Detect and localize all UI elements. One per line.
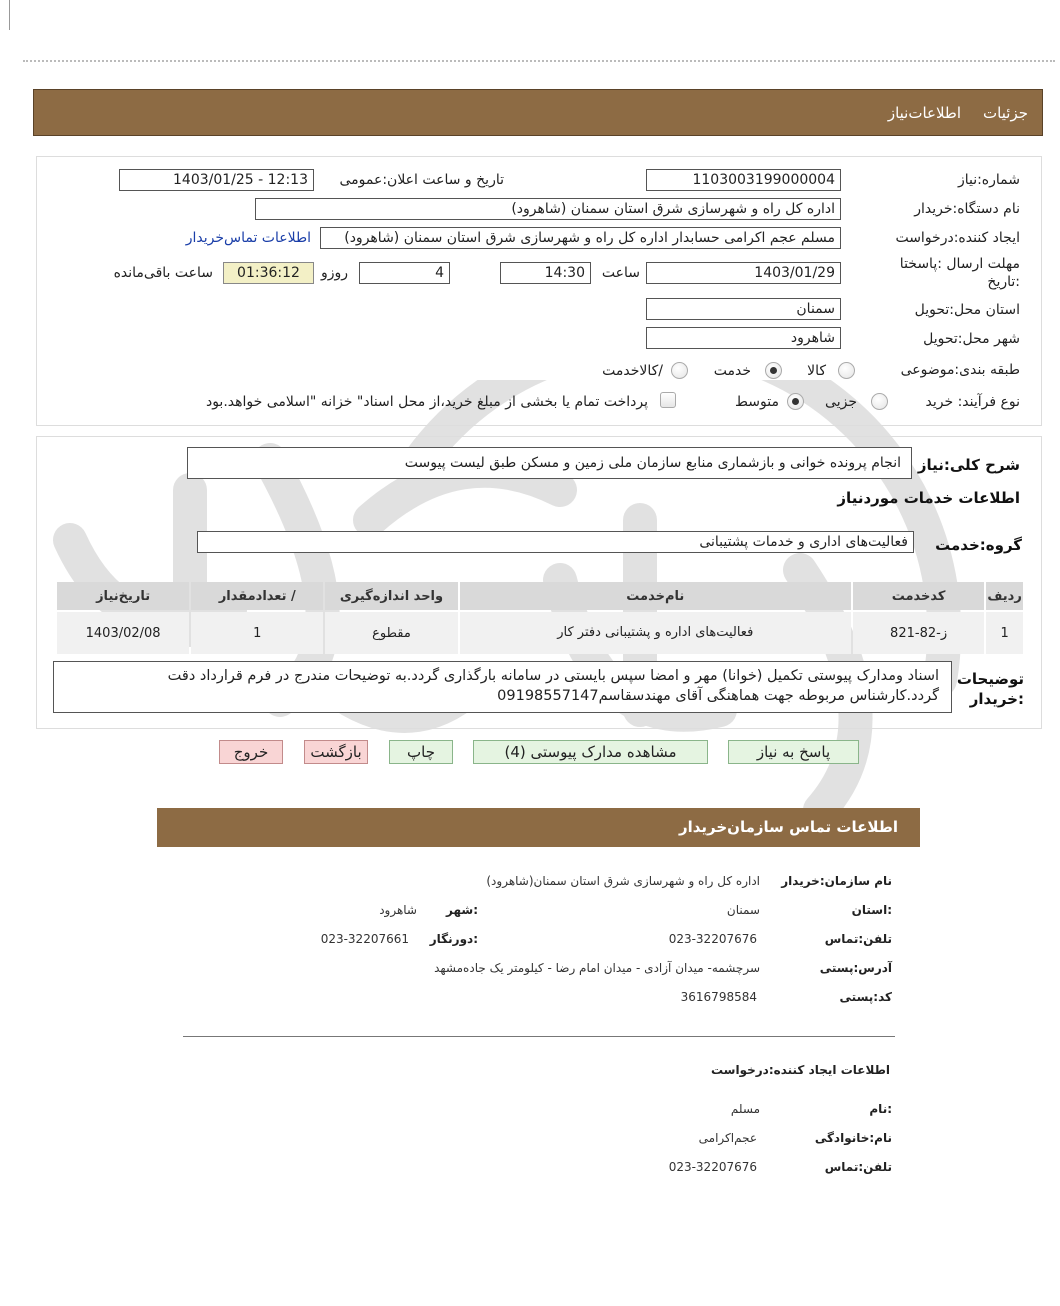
buyer-notes-label: توضیحات: [956, 670, 1024, 688]
cell-row: 1: [986, 612, 1023, 654]
remaining-time-field: 01:36:12: [223, 262, 314, 284]
creator-info-title: اطلاعات ایجاد کننده:درخواست: [710, 1063, 890, 1077]
buyer-contact-link[interactable]: اطلاعات تماس‌خریدار: [185, 230, 311, 246]
category-radio-goods[interactable]: [838, 362, 855, 379]
col-code-header: کدخدمت: [853, 582, 984, 610]
deadline-label-2: :تاریخ: [987, 274, 1020, 290]
contact-fax-label: :دورنگار: [429, 932, 478, 946]
announce-field: 1403/01/25 - 12:13: [119, 169, 314, 191]
category-radio-service[interactable]: [765, 362, 782, 379]
process-label: نوع فرآیند: خرید: [925, 394, 1020, 410]
deadline-time-field: 14:30: [500, 262, 591, 284]
table-row: [57, 612, 1023, 654]
category-label: طبقه بندی:موضوعی: [900, 362, 1020, 378]
cell-code: ز-82-821: [853, 612, 984, 654]
col-row-header: ردیف: [986, 582, 1023, 610]
treasury-payment-note: پرداخت تمام یا بخشی از مبلغ خرید،از محل اسناد" خزانه "اسلامی خواهد.بود: [205, 394, 648, 410]
province-field: سمنان: [646, 298, 841, 320]
services-title: اطلاعات خدمات موردنیاز: [837, 489, 1020, 507]
process-radio-minor[interactable]: [871, 393, 888, 410]
contact-postal-label: کد:پستی: [839, 990, 892, 1004]
contact-address-value: سرچشمه- میدان آزادی - میدان امام رضا - کیلومتر یک جاده‌مشهد: [434, 961, 760, 975]
col-date-header: تاریخ‌نیاز: [57, 582, 189, 610]
back-button[interactable]: بازگشت: [304, 740, 368, 764]
process-radio-medium[interactable]: [787, 393, 804, 410]
creator-phone-label: تلفن:تماس: [824, 1160, 892, 1174]
category-service-label: خدمت: [713, 363, 751, 379]
summary-label: شرح کلی:نیاز: [917, 456, 1020, 474]
need-info-panel: [36, 156, 1042, 426]
view-attachments-button[interactable]: مشاهده مدارک پیوستی (4): [473, 740, 708, 764]
cell-name: فعالیت‌های اداره و پشتیبانی دفتر کار: [460, 612, 851, 654]
col-unit-header: واحد اندازه‌گیری: [325, 582, 457, 610]
tab-details[interactable]: جزئیات: [983, 103, 1028, 122]
creator-label: ایجاد کننده:درخواست: [895, 230, 1020, 246]
contact-org-value: اداره کل راه و شهرسازی شرق استان سمنان(شاهرود): [486, 874, 760, 888]
buyer-field: اداره کل راه و شهرسازی شرق استان سمنان (شاهرود): [255, 198, 841, 220]
cell-date: 1403/02/08: [57, 612, 189, 654]
tab-need-info[interactable]: اطلاعات‌نیاز: [887, 103, 962, 122]
contact-fax-value: 023-32207661: [320, 932, 409, 946]
announce-label: تاریخ و ساعت اعلان:عمومی: [339, 172, 504, 188]
exit-button[interactable]: خروج: [219, 740, 283, 764]
contact-province-value: سمنان: [726, 903, 760, 917]
contact-phone-label: تلفن:تماس: [824, 932, 892, 946]
col-name-header: نام‌خدمت: [460, 582, 851, 610]
contact-org-label: نام سازمان:خریدار: [781, 874, 892, 888]
days-label: روزو: [320, 265, 348, 281]
days-field: 4: [359, 262, 450, 284]
top-tab-bar: [33, 89, 1043, 136]
process-medium-label: متوسط: [735, 394, 779, 410]
creator-phone-value: 023-32207676: [668, 1160, 757, 1174]
creator-field: مسلم عجم اکرامی حسابدار اداره کل راه و شهرسازی شرق استان سمنان (شاهرود): [320, 227, 841, 249]
creator-family-value: عجم‌اکرامی: [698, 1131, 757, 1145]
remaining-label: ساعت باقی‌مانده: [113, 265, 213, 281]
summary-field: انجام پرونده خوانی و بازشماری منابع سازمان ملی زمین و مسکن طبق لیست پیوست: [187, 447, 912, 479]
contact-address-label: آدرس:پستی: [819, 961, 892, 975]
buyer-label: نام دستگاه:خریدار: [914, 201, 1020, 217]
process-minor-label: جزیی: [825, 394, 857, 410]
buyer-notes-label-2: :خریدار: [969, 690, 1024, 708]
contact-postal-value: 3616798584: [680, 990, 757, 1004]
treasury-payment-checkbox[interactable]: [660, 392, 676, 408]
dotted-separator: [23, 60, 1055, 62]
contact-divider: [183, 1036, 895, 1037]
col-qty-header: / تعدادمقدار: [191, 582, 323, 610]
creator-name-label: :نام: [869, 1102, 892, 1116]
left-edge-line: [9, 0, 10, 30]
need-number-field: 1103003199000004: [646, 169, 841, 191]
services-table: [55, 580, 1025, 656]
deadline-label: مهلت ارسال :پاسختا: [899, 256, 1020, 272]
category-radio-goods-service[interactable]: [671, 362, 688, 379]
deadline-date-field: 1403/01/29: [646, 262, 841, 284]
service-group-field: فعالیت‌های اداری و خدمات پشتیبانی: [197, 531, 914, 553]
time-label: ساعت: [601, 265, 640, 281]
city-field: شاهرود: [646, 327, 841, 349]
print-button[interactable]: چاپ: [389, 740, 453, 764]
buyer-contact-title-bar: اطلاعات تماس سازمان‌خریدار: [157, 808, 920, 847]
contact-province-label: :استان: [851, 903, 892, 917]
buyer-notes-field: اسناد ومدارک پیوستی تکمیل (خوانا) مهر و امضا سپس بایستی در سامانه بارگذاری گردد.به توضیحات مندرج در فرم قرارداد دقت گردد.کارشناس مربوطه جهت هماهنگی آقای مهندسقاسم09198557147: [53, 661, 952, 713]
province-label: استان محل:تحویل: [914, 302, 1020, 318]
contact-city-value: شاهرود: [379, 903, 417, 917]
contact-city-label: :شهر: [446, 903, 478, 917]
need-number-label: شماره:نیاز: [957, 172, 1020, 188]
table-header-row: [57, 582, 1023, 610]
reply-button[interactable]: پاسخ به نیاز: [728, 740, 859, 764]
city-label: شهر محل:تحویل: [923, 331, 1020, 347]
category-goods-label: کالا: [807, 363, 826, 379]
contact-phone-value: 023-32207676: [668, 932, 757, 946]
cell-qty: 1: [191, 612, 323, 654]
service-group-label: گروه:خدمت: [935, 536, 1022, 554]
creator-family-label: نام:خانوادگی: [814, 1131, 892, 1145]
cell-unit: مقطوع: [325, 612, 457, 654]
creator-name-value: مسلم: [730, 1102, 760, 1116]
category-goods-service-label: /کالاخدمت: [602, 363, 663, 379]
